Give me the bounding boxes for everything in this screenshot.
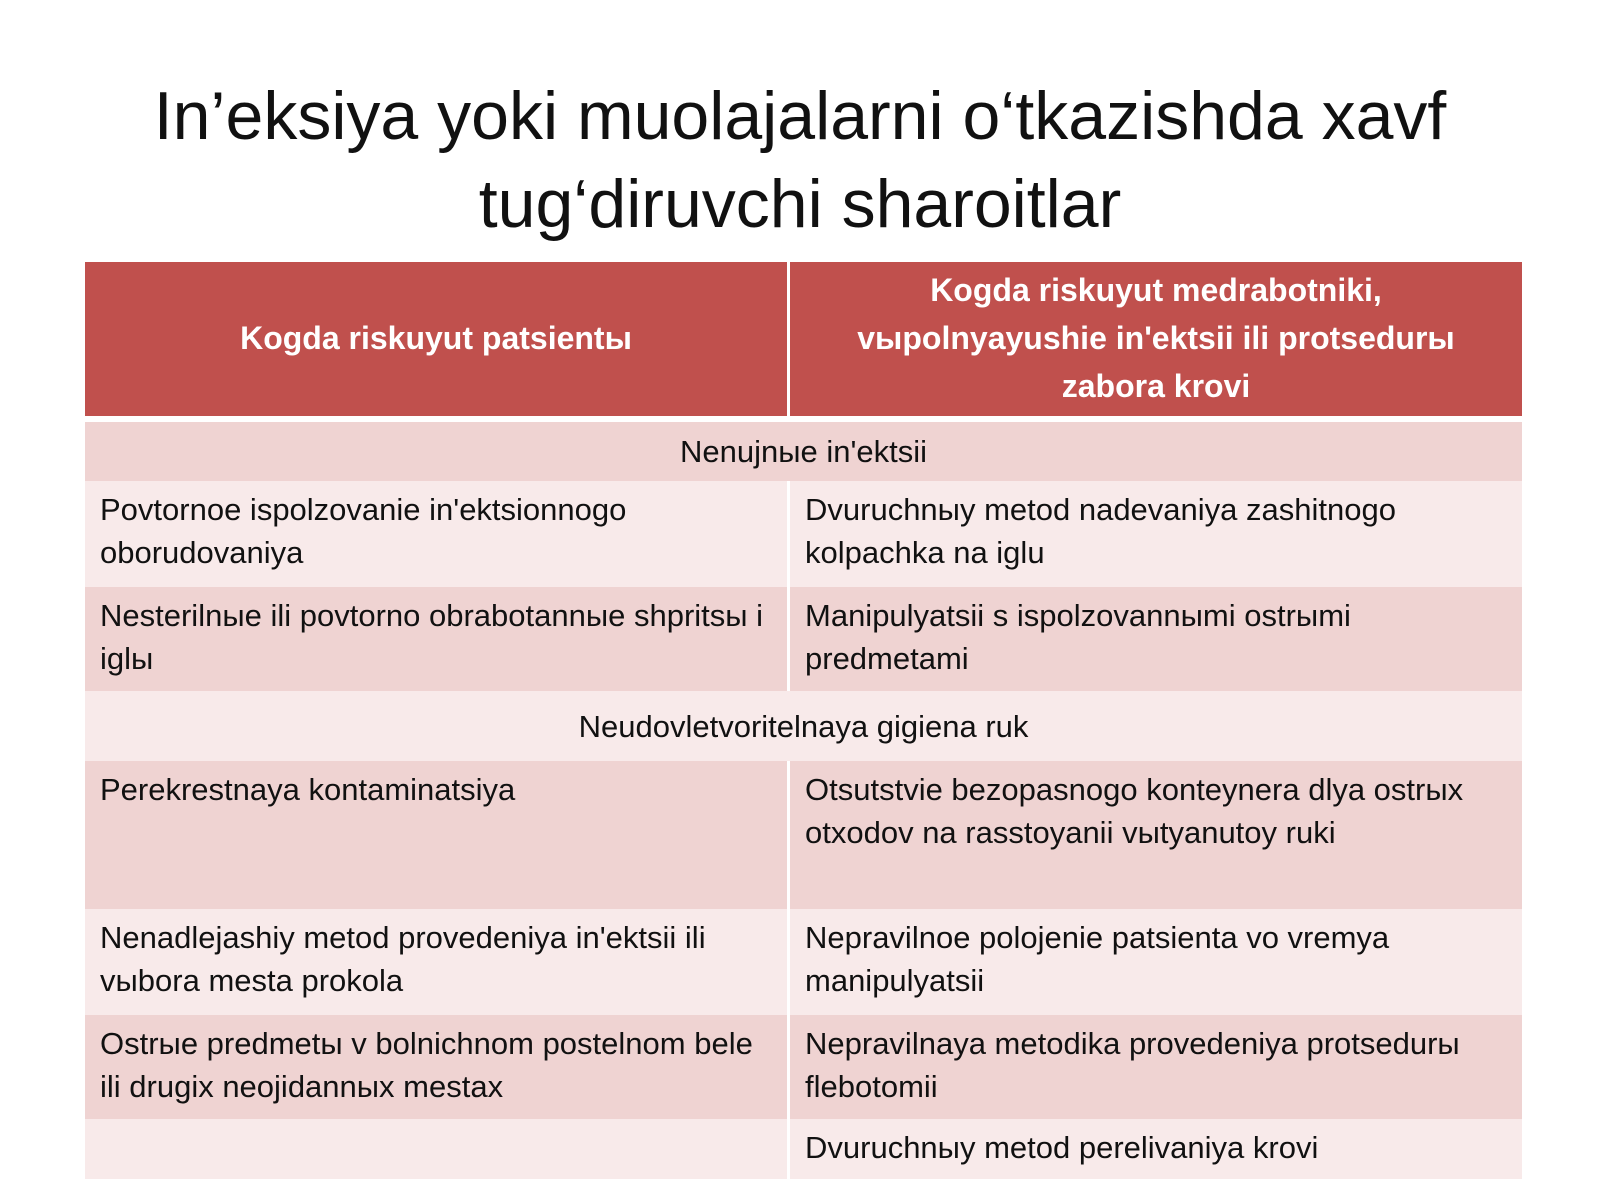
risk-comparison-table [82, 262, 1525, 1179]
table-row [84, 587, 1524, 691]
header-workers-at-risk: Kogda riskuyut medrabotniki, vыpolnyayushie in'ektsii ili protsedurы zabora krovi [789, 262, 1524, 419]
cell-workers: Manipulyatsii s ispolzovannыmi ostrыmi predmetami [789, 587, 1524, 691]
table-row [84, 481, 1524, 587]
cell-patients: Ostrыe predmetы v bolnichnom postelnom bele ili drugix neojidannыx mestax [84, 1015, 789, 1119]
header-patients-at-risk: Kogda riskuyut patsientы [84, 262, 789, 419]
section-row-hand-hygiene [84, 691, 1524, 761]
slide-title-line-2: tug‘diruvchi sharoitlar [478, 166, 1122, 242]
section-label-hand-hygiene: Neudovletvoritelnaya gigiena ruk [84, 691, 1524, 761]
table-row [84, 909, 1524, 1015]
cell-workers: Dvuruchnыy metod nadevaniya zashitnogo kolpachka na iglu [789, 481, 1524, 587]
cell-patients: Perekrestnaya kontaminatsiya [84, 761, 789, 909]
cell-workers: Nepravilnoe polojenie patsienta vo vremya manipulyatsii [789, 909, 1524, 1015]
cell-patients: Povtornoe ispolzovanie in'ektsionnogo oborudovaniya [84, 481, 789, 587]
cell-workers: Otsutstvie bezopasnogo konteynera dlya ostrыx otxodov na rasstoyanii vыtyanutoy ruki [789, 761, 1524, 909]
section-label-unnecessary-injections: Nenujnыe in'ektsii [84, 419, 1524, 481]
cell-workers: Dvuruchnыy metod perelivaniya krovi [789, 1119, 1524, 1179]
cell-patients: Nesterilnыe ili povtorno obrabotannыe shpritsы i iglы [84, 587, 789, 691]
table-row [84, 1119, 1524, 1179]
table-row [84, 1015, 1524, 1119]
table-header-row [84, 262, 1524, 419]
table-row [84, 761, 1524, 909]
cell-patients: Nenadlejashiy metod provedeniya in'ektsii ili vыbora mesta prokola [84, 909, 789, 1015]
cell-workers: Nepravilnaya metodika provedeniya protsedurы flebotomii [789, 1015, 1524, 1119]
slide-title-line-1: In’eksiya yoki muolajalarni o‘tkazishda xavf [153, 78, 1447, 154]
slide-title [40, 72, 1560, 248]
cell-patients [84, 1119, 789, 1179]
section-row-unnecessary-injections [84, 419, 1524, 481]
